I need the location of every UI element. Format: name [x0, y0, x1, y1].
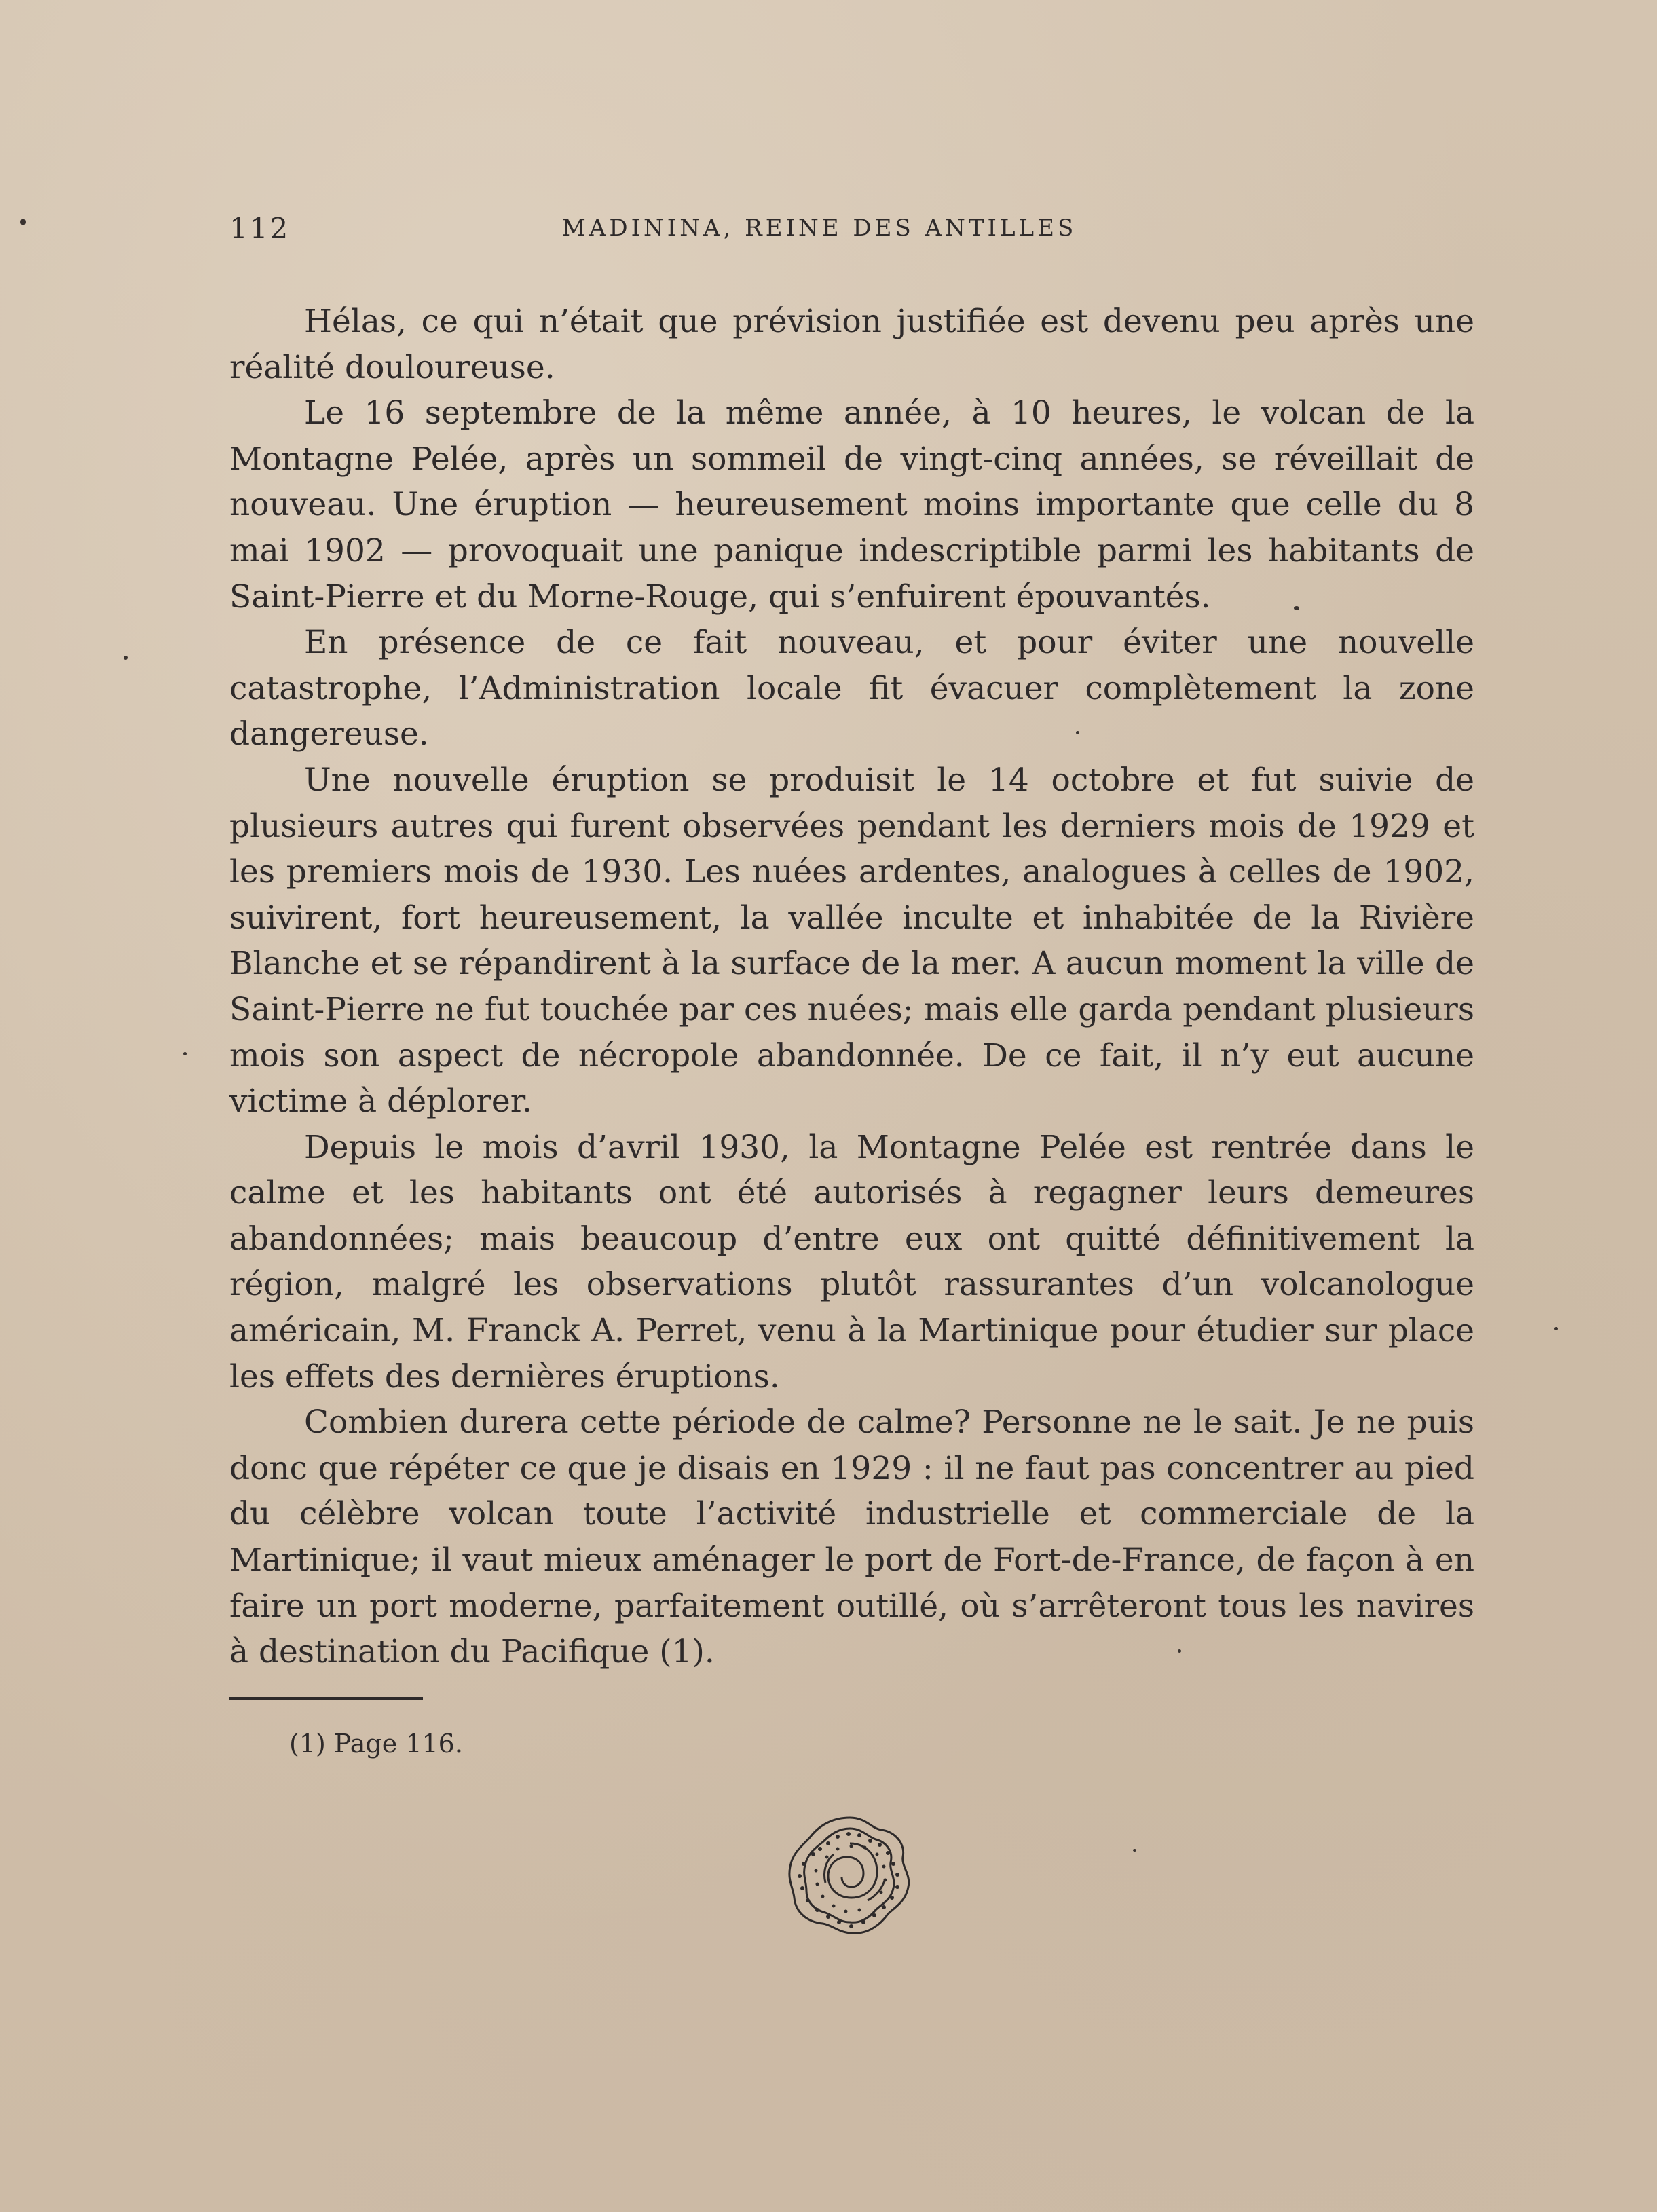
paragraph: Le 16 septembre de la même année, à 10 heures, le volcan de la Montagne Pelée, après un sommeil de vingt-cinq années, se réveillait de nouveau. Une éruption — heureusement moins importante que celle du 8 mai 1902 — provoquait une panique indescriptible parmi les habitants de Saint-Pierre et du Morne-Rouge, qui s’enfuirent épouvantés. — [229, 394, 1474, 616]
scan-speck — [124, 656, 128, 660]
scan-speck — [1076, 731, 1079, 734]
footnote: (1) Page 116. — [289, 1729, 463, 1759]
scan-speck — [1133, 1849, 1136, 1852]
footnote-rule — [229, 1697, 423, 1700]
paragraph: Combien durera cette période de calme? Personne ne le sait. Je ne puis donc que répéter ce que je disais en 1929 : il ne faut pas concentrer au pied du célèbre volcan toute l’activité industrielle et commerciale de la Martinique; il vaut mieux aménager le port de Fort-de-France, de façon à en faire un port moderne, parfaitement outillé, où s’arrêteront tous les navires à destination du Pacifique (1). — [229, 1404, 1474, 1671]
paragraph: Hélas, ce qui n’était que prévision justifiée est devenu peu après une réalité douloureuse. — [229, 303, 1474, 386]
body-text — [229, 299, 1474, 1675]
scan-speck — [183, 1052, 187, 1055]
paragraph: Une nouvelle éruption se produisit le 14 octobre et fut suivie de plusieurs autres qui furent observées pendant les derniers mois de 1929 et les premiers mois de 1930. Les nuées ardentes, analogues à celles de 1902, suivirent, fort heureusement, la vallée inculte et inhabitée de la Rivière Blanche et se répandirent à la surface de la mer. A aucun moment la ville de Saint-Pierre ne fut touchée par ces nuées; mais elle garda pendant plusieurs mois son aspect de nécropole abandonnée. De ce fait, il n’y eut aucune victime à déplorer. — [229, 761, 1474, 1121]
paragraph: En présence de ce fait nouveau, et pour éviter une nouvelle catastrophe, l’Administration locale fit évacuer complètement la zone dangereuse. — [229, 624, 1474, 753]
page-number: 112 — [229, 212, 291, 245]
paragraph: Depuis le mois d’avril 1930, la Montagne Pelée est rentrée dans le calme et les habitants ont été autorisés à regagner leurs demeures abandonnées; mais beaucoup d’entre eux ont quitté définitivement la région, malgré les observations plutôt rassurantes d’un volcanologue américain, M. Franck A. Perret, venu à la Martinique pour étudier sur place les effets des dernières éruptions. — [229, 1128, 1474, 1395]
scan-speck — [1178, 1649, 1181, 1653]
scan-speck — [1294, 606, 1299, 610]
scan-speck — [1554, 1327, 1558, 1330]
running-title: MADININA, REINE DES ANTILLES — [562, 214, 1077, 242]
rose-ornament-icon — [786, 1814, 914, 1938]
scan-speck — [20, 219, 26, 225]
running-head — [229, 212, 1451, 252]
